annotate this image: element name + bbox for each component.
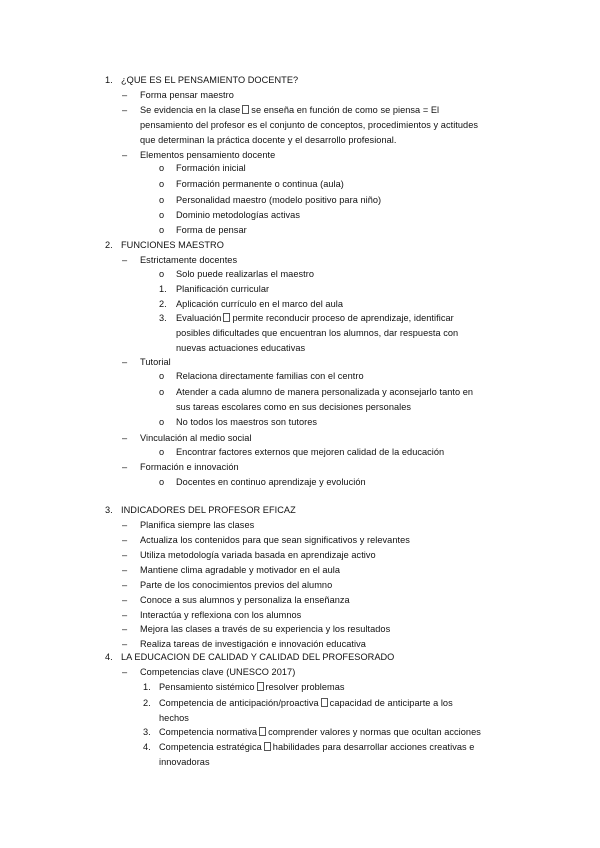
missing-glyph-icon <box>223 313 230 322</box>
indicator-item: Mejora las clases a través de su experiencia y los resultados <box>140 624 391 634</box>
competence-item-cont: innovadoras <box>159 757 210 767</box>
circle-marker: o <box>159 163 165 173</box>
sub-item: Encontrar factores externos que mejoren calidad de la educación <box>176 447 445 457</box>
dash-marker: – <box>122 580 128 590</box>
indicator-item: Interactúa y reflexiona con los alumnos <box>140 610 302 620</box>
numbered-item: Planificación curricular <box>176 284 270 294</box>
section-number: 2. <box>105 240 113 250</box>
number-marker: 1. <box>159 284 167 294</box>
indicator-item: Planifica siempre las clases <box>140 520 255 530</box>
dash-marker: – <box>122 520 128 530</box>
bullet-text: Estrictamente docentes <box>140 255 238 265</box>
competence-item: Competencia normativa comprender valores y normas que ocultan acciones <box>159 727 481 737</box>
number-marker: 3. <box>159 313 167 323</box>
bullet-text: Forma pensar maestro <box>140 90 234 100</box>
missing-glyph-icon <box>257 682 264 691</box>
number-marker: 1. <box>143 682 151 692</box>
sub-item: Dominio metodologías activas <box>176 210 300 220</box>
section-number: 1. <box>105 75 113 85</box>
missing-glyph-icon <box>321 698 328 707</box>
dash-marker: – <box>122 667 128 677</box>
indicator-item: Realiza tareas de investigación e innovación educativa <box>140 639 366 649</box>
number-marker: 4. <box>143 742 151 752</box>
dash-marker: – <box>122 433 128 443</box>
section-title: ¿QUE ES EL PENSAMIENTO DOCENTE? <box>121 75 299 85</box>
sub-item: Formación permanente o continua (aula) <box>176 179 344 189</box>
circle-marker: o <box>159 195 165 205</box>
sub-item-cont: sus tareas escolares como en sus decisiones personales <box>176 402 412 412</box>
indicator-item: Utiliza metodología variada basada en aprendizaje activo <box>140 550 376 560</box>
section-number: 3. <box>105 505 113 515</box>
section-title: LA EDUCACION DE CALIDAD Y CALIDAD DEL PROFESORADO <box>121 652 395 662</box>
numbered-item-cont: posibles dificultades que encuentran los alumnos, dar respuesta con <box>176 328 459 338</box>
dash-marker: – <box>122 150 128 160</box>
numbered-item: Aplicación currículo en el marco del aula <box>176 299 343 309</box>
sub-item: Personalidad maestro (modelo positivo para niño) <box>176 195 382 205</box>
number-marker: 2. <box>143 698 151 708</box>
number-marker: 3. <box>143 727 151 737</box>
dash-marker: – <box>122 255 128 265</box>
indicator-item: Conoce a sus alumnos y personaliza la enseñanza <box>140 595 350 605</box>
circle-marker: o <box>159 210 165 220</box>
section-title: INDICADORES DEL PROFESOR EFICAZ <box>121 505 296 515</box>
dash-marker: – <box>122 595 128 605</box>
dash-marker: – <box>122 357 128 367</box>
dash-marker: – <box>122 610 128 620</box>
circle-marker: o <box>159 371 165 381</box>
competence-item: Competencia de anticipación/proactiva capacidad de anticiparte a los <box>159 698 453 708</box>
sub-item: Solo puede realizarlas el maestro <box>176 269 315 279</box>
sub-item: Formación inicial <box>176 163 246 173</box>
sub-item: Docentes en continuo aprendizaje y evolución <box>176 477 366 487</box>
missing-glyph-icon <box>264 742 271 751</box>
dash-marker: – <box>122 550 128 560</box>
dash-marker: – <box>122 105 128 115</box>
dash-marker: – <box>122 462 128 472</box>
dash-marker: – <box>122 90 128 100</box>
circle-marker: o <box>159 179 165 189</box>
dash-marker: – <box>122 624 128 634</box>
circle-marker: o <box>159 269 165 279</box>
dash-marker: – <box>122 639 128 649</box>
circle-marker: o <box>159 387 165 397</box>
number-marker: 2. <box>159 299 167 309</box>
bullet-text: Elementos pensamiento docente <box>140 150 276 160</box>
bullet-text-cont: pensamiento del profesor es el conjunto de conceptos, procedimientos y actitudes <box>140 120 479 130</box>
bullet-text: Tutorial <box>140 357 171 367</box>
section-title: FUNCIONES MAESTRO <box>121 240 224 250</box>
indicator-item: Parte de los conocimientos previos del alumno <box>140 580 333 590</box>
missing-glyph-icon <box>242 105 249 114</box>
bullet-text: Vinculación al medio social <box>140 433 252 443</box>
bullet-text: Formación e innovación <box>140 462 239 472</box>
circle-marker: o <box>159 447 165 457</box>
numbered-item: Evaluación permite reconducir proceso de aprendizaje, identificar <box>176 313 454 323</box>
numbered-item-cont: nuevas actuaciones educativas <box>176 343 306 353</box>
indicator-item: Mantiene clima agradable y motivador en el aula <box>140 565 340 575</box>
dash-marker: – <box>122 535 128 545</box>
circle-marker: o <box>159 417 165 427</box>
sub-item: Relaciona directamente familias con el centro <box>176 371 364 381</box>
sub-item: Forma de pensar <box>176 225 247 235</box>
competence-item: Pensamiento sistémico resolver problemas <box>159 682 345 692</box>
circle-marker: o <box>159 477 165 487</box>
bullet-text: Se evidencia en la clase se enseña en función de como se piensa = El <box>140 105 440 115</box>
sub-item: Atender a cada alumno de manera personalizada y aconsejarlo tanto en <box>176 387 474 397</box>
circle-marker: o <box>159 225 165 235</box>
section-number: 4. <box>105 652 113 662</box>
competence-item: Competencia estratégica habilidades para desarrollar acciones creativas e <box>159 742 475 752</box>
sub-item: No todos los maestros son tutores <box>176 417 318 427</box>
dash-marker: – <box>122 565 128 575</box>
missing-glyph-icon <box>259 727 266 736</box>
bullet-text: Competencias clave (UNESCO 2017) <box>140 667 296 677</box>
competence-item-cont: hechos <box>159 713 189 723</box>
indicator-item: Actualiza los contenidos para que sean significativos y relevantes <box>140 535 410 545</box>
bullet-text-cont: que determinan la práctica docente y el desarrollo profesional. <box>140 135 397 145</box>
